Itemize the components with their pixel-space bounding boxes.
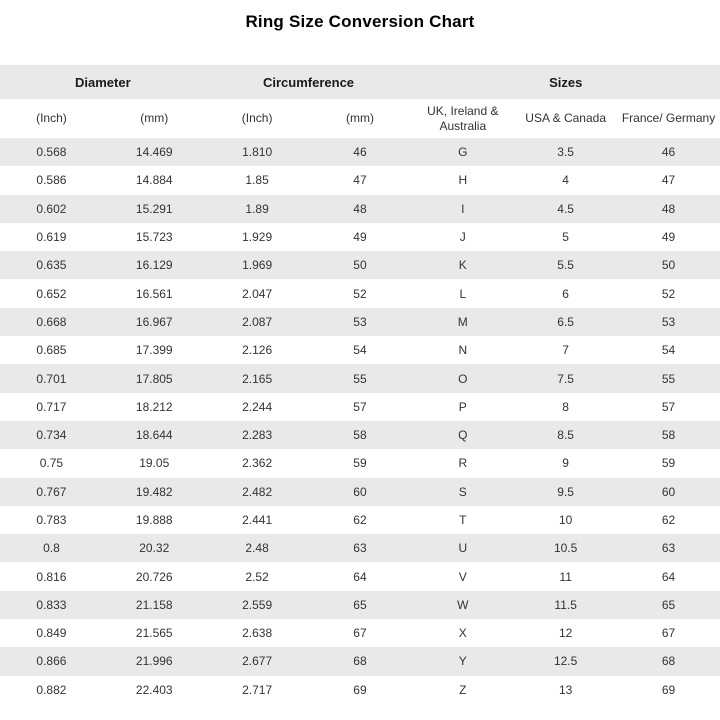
- table-cell: 67: [353, 626, 367, 641]
- table-cell: Q: [458, 428, 468, 443]
- table-cell: 0.783: [36, 513, 67, 527]
- table-row: [0, 478, 720, 506]
- table-cell: 5: [562, 230, 569, 245]
- table-cell: 7: [562, 343, 569, 358]
- table-cell: 11: [559, 569, 572, 584]
- table-cell: 15.723: [135, 230, 173, 245]
- table-cell: 53: [353, 314, 367, 329]
- table-cell: 2.52: [245, 569, 269, 584]
- table-row: [0, 676, 720, 704]
- group-header-row: [0, 65, 720, 99]
- table-cell: I: [461, 201, 465, 216]
- table-row: [0, 647, 720, 675]
- table-row: [0, 534, 720, 562]
- table-cell: 65: [661, 597, 676, 612]
- table-cell: 17.805: [135, 371, 173, 386]
- table-cell: 2.244: [242, 399, 273, 414]
- table-cell: 2.047: [242, 286, 273, 301]
- table-cell: 9: [562, 456, 569, 471]
- table-cell: 49: [353, 230, 367, 245]
- table-cell: 57: [661, 399, 676, 414]
- group-header-circumference: Circumference: [206, 65, 412, 99]
- table-cell: 7.5: [557, 371, 574, 386]
- table-cell: 54: [353, 343, 367, 358]
- table-cell: 2.677: [242, 654, 273, 669]
- table-cell: 2.283: [242, 428, 273, 443]
- table-cell: 68: [661, 654, 676, 669]
- table-cell: 64: [353, 569, 367, 584]
- table-row: [0, 449, 720, 477]
- table-row: [0, 279, 720, 307]
- table-cell: 20.32: [139, 541, 170, 556]
- table-cell: 60: [661, 484, 676, 499]
- table-cell: 2.482: [242, 484, 273, 499]
- table-row: [0, 619, 720, 647]
- table-cell: 1.969: [242, 258, 273, 273]
- group-header-diameter: Diameter: [0, 65, 206, 99]
- table-cell: S: [458, 484, 467, 499]
- table-cell: 5.5: [557, 258, 574, 273]
- table-row: [0, 421, 720, 449]
- table-cell: X: [458, 626, 467, 641]
- col-header-usa-canada: USA & Canada: [514, 99, 617, 138]
- table-cell: 58: [661, 428, 676, 443]
- table-cell: 14.884: [135, 173, 173, 188]
- table-cell: 62: [661, 513, 676, 527]
- table-cell: 6.5: [557, 314, 574, 329]
- table-cell: 21.565: [135, 626, 173, 641]
- table-cell: 0.866: [36, 654, 67, 669]
- table-cell: 58: [353, 428, 367, 443]
- table-cell: 0.701: [36, 371, 67, 386]
- table-cell: Y: [458, 654, 467, 669]
- table-row: [0, 251, 720, 279]
- table-cell: 15.291: [135, 201, 173, 216]
- table-cell: P: [458, 399, 467, 414]
- table-cell: 8: [562, 399, 569, 414]
- table-cell: 54: [661, 343, 676, 358]
- col-header-circumference-inch: (Inch): [206, 99, 309, 138]
- table-row: [0, 195, 720, 223]
- table-cell: 0.619: [36, 230, 67, 245]
- table-cell: 2.087: [242, 314, 273, 329]
- table-cell: 13: [558, 682, 573, 697]
- table-cell: 2.717: [242, 682, 273, 697]
- table-cell: 16.129: [135, 258, 173, 273]
- table-cell: 0.568: [36, 145, 67, 160]
- table-cell: 11.5: [554, 597, 577, 612]
- col-header-circumference-mm: (mm): [309, 99, 412, 138]
- table-cell: 10: [558, 513, 573, 527]
- col-header-diameter-mm: (mm): [103, 99, 206, 138]
- table-cell: Z: [459, 682, 467, 697]
- table-cell: 4.5: [557, 201, 574, 216]
- table-cell: 18.644: [135, 428, 173, 443]
- table-cell: 52: [661, 286, 676, 301]
- table-cell: W: [457, 597, 469, 612]
- column-header-row: [0, 99, 720, 138]
- table-cell: 47: [353, 173, 367, 188]
- table-cell: 59: [661, 456, 676, 471]
- table-row: [0, 591, 720, 619]
- col-header-diameter-inch: (Inch): [0, 99, 103, 138]
- table-cell: 2.48: [245, 541, 269, 556]
- table-cell: 64: [661, 569, 676, 584]
- table-body: [0, 138, 720, 704]
- table-cell: 47: [661, 173, 676, 188]
- table-row: [0, 166, 720, 194]
- table-cell: R: [458, 456, 468, 471]
- table-cell: 17.399: [135, 343, 173, 358]
- page-title: Ring Size Conversion Chart: [245, 12, 475, 31]
- table-cell: 63: [353, 541, 367, 556]
- table-cell: 55: [353, 371, 367, 386]
- table-cell: 52: [353, 286, 367, 301]
- table-row: [0, 336, 720, 364]
- table-cell: 20.726: [135, 569, 173, 584]
- table-cell: 21.996: [135, 654, 173, 669]
- table-row: [0, 393, 720, 421]
- table-cell: M: [457, 314, 468, 329]
- table-row: [0, 562, 720, 590]
- table-cell: 2.441: [242, 513, 273, 527]
- table-cell: 4: [562, 173, 569, 188]
- table-cell: 19.482: [135, 484, 173, 499]
- table-cell: 67: [661, 626, 676, 641]
- table-cell: 22.403: [135, 682, 173, 697]
- table-cell: U: [458, 541, 468, 556]
- table-row: [0, 308, 720, 336]
- table-cell: 0.668: [36, 314, 67, 329]
- table-row: [0, 223, 720, 251]
- table-cell: H: [458, 173, 468, 188]
- table-cell: 2.165: [242, 371, 273, 386]
- table-cell: 65: [353, 597, 367, 612]
- col-header-uk-ireland-australia: UK, Ireland & Australia: [411, 99, 514, 138]
- table-cell: 0.717: [36, 399, 67, 414]
- table-cell: 0.8: [43, 541, 60, 556]
- table-cell: 12: [558, 626, 573, 641]
- table-cell: 0.816: [36, 569, 67, 584]
- table-cell: 48: [353, 201, 367, 216]
- table-cell: 0.734: [36, 428, 67, 443]
- table-cell: 1.810: [242, 145, 273, 160]
- table-cell: 62: [353, 513, 367, 527]
- table-cell: 0.849: [36, 626, 67, 641]
- table-cell: 19.888: [135, 513, 173, 527]
- table-cell: 0.767: [36, 484, 67, 499]
- page-header: [0, 0, 720, 65]
- table-cell: 2.362: [242, 456, 273, 471]
- table-cell: 55: [661, 371, 676, 386]
- table-cell: 1.89: [245, 201, 269, 216]
- table-cell: 53: [661, 314, 676, 329]
- table-cell: T: [459, 513, 467, 527]
- table-cell: 19.05: [139, 456, 170, 471]
- table-cell: 50: [661, 258, 676, 273]
- table-cell: 2.638: [242, 626, 273, 641]
- table-cell: 16.967: [135, 314, 173, 329]
- table-cell: 69: [353, 682, 367, 697]
- table-cell: 63: [661, 541, 676, 556]
- table-cell: 0.602: [36, 201, 67, 216]
- table-cell: J: [459, 230, 466, 245]
- table-cell: 0.635: [36, 258, 67, 273]
- table-cell: 57: [353, 399, 367, 414]
- table-cell: O: [458, 371, 468, 386]
- table-cell: 0.652: [36, 286, 67, 301]
- table-cell: 46: [353, 145, 367, 160]
- table-row: [0, 506, 720, 534]
- table-cell: G: [458, 145, 468, 160]
- table-cell: 46: [661, 145, 676, 160]
- table-cell: 59: [353, 456, 367, 471]
- table-cell: N: [458, 343, 468, 358]
- table-cell: 0.882: [36, 682, 67, 697]
- table-cell: 0.586: [36, 173, 67, 188]
- table-row: [0, 364, 720, 392]
- table-row: [0, 138, 720, 166]
- table-cell: 8.5: [557, 428, 574, 443]
- table-cell: 48: [661, 201, 676, 216]
- table-cell: L: [459, 286, 467, 301]
- group-header-sizes: Sizes: [411, 65, 720, 99]
- table-cell: 0.75: [39, 456, 64, 471]
- table-cell: 10.5: [553, 541, 578, 556]
- table-cell: 3.5: [557, 145, 574, 160]
- table-cell: 0.685: [36, 343, 67, 358]
- table-cell: 18.212: [135, 399, 173, 414]
- table-cell: 68: [353, 654, 367, 669]
- table-cell: 69: [661, 682, 676, 697]
- table-cell: 9.5: [557, 484, 574, 499]
- table-cell: K: [458, 258, 467, 273]
- table-cell: 2.126: [242, 343, 273, 358]
- table-cell: 50: [353, 258, 367, 273]
- table-cell: 60: [353, 484, 367, 499]
- col-header-france-germany: France/ Germany: [617, 99, 720, 138]
- table-cell: 2.559: [242, 597, 273, 612]
- table-cell: 6: [562, 286, 569, 301]
- table-head: [0, 65, 720, 138]
- table-cell: 1.929: [242, 230, 273, 245]
- table-cell: V: [458, 569, 467, 584]
- table-cell: 14.469: [135, 145, 173, 160]
- table-cell: 12.5: [553, 654, 578, 669]
- table-cell: 21.158: [135, 597, 173, 612]
- ring-size-conversion-table: [0, 65, 720, 704]
- table-cell: 1.85: [245, 173, 269, 188]
- table-cell: 0.833: [36, 597, 67, 612]
- table-cell: 49: [661, 230, 676, 245]
- table-cell: 16.561: [135, 286, 173, 301]
